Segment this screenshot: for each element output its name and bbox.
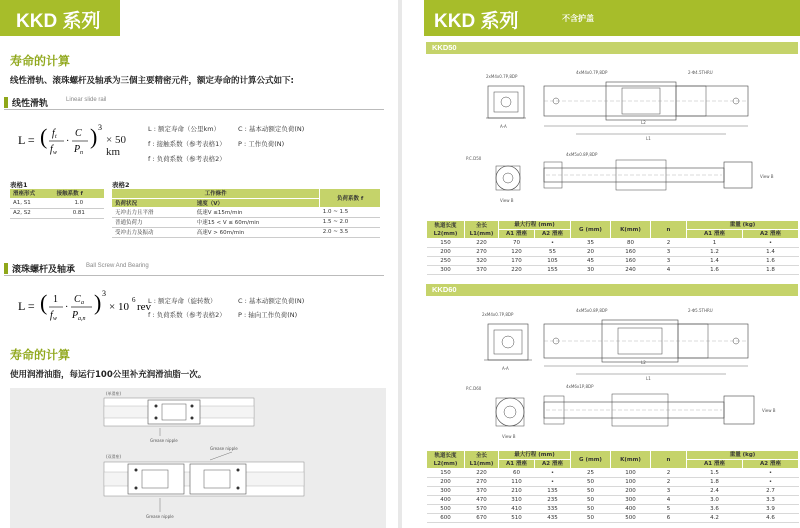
screw-formula-exp: 3 [102, 289, 106, 298]
spec-cell: 35 [571, 239, 611, 248]
right-header-title: KKD 系列 [434, 11, 519, 32]
lube-label-nipple1: Grease nipple [150, 438, 178, 443]
spec-cell: 3 [651, 257, 687, 266]
rail-formula-lhs: L = [18, 133, 35, 147]
spec-cell: 50 [571, 496, 611, 505]
spec-cell: 2.7 [743, 487, 799, 496]
table2-cell: 高速V > 60m/min [194, 227, 320, 237]
rail-formula-pn-sub: n [80, 150, 83, 156]
spec-cell: 4.6 [743, 514, 799, 523]
spec-cell: 670 [465, 514, 499, 523]
spec-cell: • [743, 239, 799, 248]
spec-cell: 270 [465, 248, 499, 257]
spec-cell: 210 [499, 487, 535, 496]
screw-formula-dot: · [65, 302, 69, 313]
kkd60-label-m4: 2xM4x0.7P,8DP [482, 312, 514, 317]
rail-formula-tail: × 50 km [106, 134, 126, 158]
spec-cell: 70 [499, 239, 535, 248]
kkd50-label-l2: L2 [641, 120, 646, 125]
rail-formula-ft-sub: t [55, 134, 57, 140]
kkd60-label-viewb2: View B [762, 408, 776, 413]
spec-header: A2 滑座 [743, 230, 799, 239]
spec-cell: 50 [571, 487, 611, 496]
table-row [427, 496, 799, 505]
rail-def-4: P : 工作负荷(N) [238, 140, 285, 148]
spec-header: A1 滑座 [687, 230, 743, 239]
model-bar-kkd60 [426, 284, 798, 296]
spec-header: A2 滑座 [535, 460, 571, 469]
screw-section-zh: 滚珠螺杆及轴承 [12, 265, 76, 275]
table1-cell: A2, S2 [10, 208, 54, 218]
spec-header: 全长 L1(mm) [465, 451, 499, 469]
spec-header: K(mm) [611, 451, 651, 469]
rail-formula-paren-r: ) [90, 124, 98, 149]
rail-formula-fw: f [50, 144, 53, 155]
spec-cell: 470 [465, 496, 499, 505]
model-name-kkd50: KKD50 [432, 43, 457, 52]
rail-section-en: Linear slide rail [66, 97, 107, 103]
rail-formula-ft: f [52, 128, 55, 139]
spec-cell: 310 [499, 496, 535, 505]
kkd60-label-l2: L2 [641, 360, 646, 365]
screw-formula-paren-r: ) [94, 290, 102, 315]
spec-cell: 435 [535, 514, 571, 523]
screw-formula-fw: f [50, 310, 53, 321]
left-header-title: KKD 系列 [16, 11, 101, 32]
lube-label-nipple2: Grease nipple [210, 446, 238, 451]
spec-cell: 220 [465, 239, 499, 248]
kkd50-spec-body [427, 239, 799, 275]
table-row [112, 227, 380, 237]
spec-cell: 30 [571, 266, 611, 275]
rail-def-2: C : 基本动额定负荷(N) [238, 125, 305, 133]
spec-cell: 4.2 [687, 514, 743, 523]
table-row [427, 505, 799, 514]
kkd50-label-m4: 2xM4x0.7P,8DP [486, 74, 518, 79]
screw-def-3: f : 负荷系数（参考表格2） [148, 311, 226, 319]
screw-formula-paren-l: ( [40, 290, 48, 315]
kkd60-label-m5: 4xM5x0.8P,8DP [576, 308, 608, 313]
rail-def-5: f : 负荷系数（参考表格2） [148, 155, 226, 163]
spec-cell: 370 [465, 266, 499, 275]
table2-cell: 1.5 ~ 2.0 [320, 217, 380, 227]
kkd50-label-pcd: P.C.D50 [466, 156, 482, 161]
spec-cell: 500 [611, 514, 651, 523]
rail-section-head [4, 96, 384, 110]
screw-section-en: Ball Screw And Bearing [86, 263, 149, 269]
spec-cell: 160 [611, 257, 651, 266]
screw-formula-tailexp: 6 [132, 296, 136, 304]
table1-cell: A1, S1 [10, 198, 54, 208]
table2-header: 负荷状况 [112, 198, 194, 207]
table2-cell: 1.0 ~ 1.5 [320, 207, 380, 217]
spec-cell: 3.0 [687, 496, 743, 505]
table1-cell: 1.0 [54, 198, 104, 208]
rail-formula-exp: 3 [98, 123, 102, 132]
kkd50-spec-table [426, 220, 799, 275]
spec-cell: 510 [499, 514, 535, 523]
table-row [427, 514, 799, 523]
spec-cell: 240 [611, 266, 651, 275]
kkd60-spec-table [426, 450, 799, 523]
kkd50-label-thru: 2-Φ4.5THRU [688, 70, 713, 75]
spec-cell: 600 [427, 514, 465, 523]
kkd50-label-viewb: View B [500, 198, 514, 203]
spec-cell: 1.4 [687, 257, 743, 266]
spec-header: 重量 (kg) [687, 451, 799, 460]
rail-formula-dot: · [66, 136, 70, 147]
spec-cell: 270 [465, 478, 499, 487]
spec-cell: 4 [651, 266, 687, 275]
spec-cell: 320 [465, 257, 499, 266]
spec-cell: 410 [499, 505, 535, 514]
spec-header: n [651, 221, 687, 239]
spec-cell: 235 [535, 496, 571, 505]
spec-cell: 1.8 [687, 478, 743, 487]
spec-cell: 60 [499, 469, 535, 478]
table2-cell: 普通负荷力 [112, 217, 194, 227]
screw-formula-pa: P [72, 310, 79, 321]
rail-section-zh: 线性滑轨 [12, 99, 49, 109]
lube-diagram [10, 388, 386, 528]
screw-formula-svg [18, 286, 158, 326]
spec-cell: 150 [427, 469, 465, 478]
spec-cell: 6 [651, 514, 687, 523]
spec-header: n [651, 451, 687, 469]
spec-cell: 370 [465, 487, 499, 496]
screw-formula-tail: × 10 [109, 301, 129, 313]
screw-section-head [4, 262, 384, 276]
lube-diagram-box [10, 388, 386, 528]
table-row [427, 266, 799, 275]
rail-formula-c: C [75, 128, 82, 139]
spec-cell: 20 [571, 248, 611, 257]
table1-header: 接触系数 f [54, 189, 104, 198]
table2-header: 负荷系数 f [320, 189, 380, 207]
section-marker [4, 97, 8, 108]
kkd60-label-thru: 2-Φ5.5THRU [688, 308, 713, 313]
table2-cell: 中速15 < V ≤ 60m/min [194, 217, 320, 227]
spec-cell: 220 [465, 469, 499, 478]
spec-cell: 1.6 [687, 266, 743, 275]
spec-cell: 1.4 [743, 248, 799, 257]
table-row [112, 217, 380, 227]
table-row [112, 207, 380, 217]
kkd60-label-m6: 4xM6x1P,8DP [566, 384, 594, 389]
spec-header: G (mm) [571, 221, 611, 239]
spec-cell: 2.4 [687, 487, 743, 496]
spec-cell: 300 [427, 266, 465, 275]
spec-cell: 135 [535, 487, 571, 496]
table2-cell: 受冲击力及振动 [112, 227, 194, 237]
spec-cell: 335 [535, 505, 571, 514]
spec-cell: 200 [427, 478, 465, 487]
table2-caption: 表格2 [112, 181, 130, 189]
spec-cell: 4 [651, 496, 687, 505]
spec-cell: 50 [571, 505, 611, 514]
table-row [10, 198, 104, 208]
spec-cell: 3 [651, 248, 687, 257]
screw-formula-unit: rev [137, 301, 152, 313]
kkd50-drawing [426, 56, 798, 216]
right-header-sub: 不含护盖 [562, 14, 594, 23]
rail-formula-pn: P [74, 144, 81, 155]
spec-cell: 2 [651, 469, 687, 478]
table2 [112, 189, 380, 238]
screw-formula-ca-sub: a [81, 300, 84, 306]
kkd60-label-viewb: View B [502, 434, 516, 439]
spec-cell: 3.9 [743, 505, 799, 514]
spec-cell: 25 [571, 469, 611, 478]
section-marker [4, 263, 8, 274]
kkd60-label-aa: A-A [502, 366, 509, 371]
spec-cell: 50 [571, 478, 611, 487]
rail-formula-fw-sub: w [53, 150, 58, 156]
lube-label-nipple3: Grease nipple [146, 514, 174, 519]
table2-header: 速度（V） [194, 198, 320, 207]
spec-header: 重量 (kg) [687, 221, 799, 230]
spec-header: A2 滑座 [535, 230, 571, 239]
spec-cell: 3.6 [687, 505, 743, 514]
table2-group-header: 工作條件 [112, 189, 320, 198]
table-row [427, 478, 799, 487]
table1-cell: 0.81 [54, 208, 104, 218]
left-page [0, 0, 398, 528]
screw-def-2: C : 基本动额定负荷(N) [238, 297, 305, 305]
spec-cell: 400 [427, 496, 465, 505]
life-calc-title: 寿命的计算 [10, 54, 71, 68]
spec-cell: • [535, 478, 571, 487]
model-name-kkd60: KKD60 [432, 285, 457, 294]
spec-header: 最大行程 (mm) [499, 451, 571, 460]
lube-intro: 使用润滑油脂，每运行100公里补充润滑油脂一次。 [10, 370, 207, 380]
table-row [427, 469, 799, 478]
spec-cell: 300 [427, 487, 465, 496]
spec-header: A1 滑座 [687, 460, 743, 469]
spec-cell: 1.5 [687, 469, 743, 478]
kkd50-label-viewb2: View B [760, 174, 774, 179]
screw-formula-fw-sub: w [53, 316, 58, 322]
spec-cell: 45 [571, 257, 611, 266]
table2-cell: 无冲击力且平滑 [112, 207, 194, 217]
rail-formula [18, 120, 128, 164]
spec-cell: 250 [427, 257, 465, 266]
spec-cell: 2 [651, 478, 687, 487]
spec-cell: 50 [571, 514, 611, 523]
screw-def-4: P : 轴向工作负荷(N) [238, 311, 298, 319]
table2-cell: 低速V ≤15m/min [194, 207, 320, 217]
kkd50-label-m5: 4xM5x0.8P,8DP [566, 152, 598, 157]
spec-cell: 100 [611, 478, 651, 487]
spec-cell: 2 [651, 239, 687, 248]
table2-cell: 2.0 ~ 3.5 [320, 227, 380, 237]
spec-header: 轨道长度 L2(mm) [427, 221, 465, 239]
table1 [10, 189, 104, 219]
screw-formula-lhs: L = [18, 299, 35, 313]
spec-header: G (mm) [571, 451, 611, 469]
spec-cell: 300 [611, 496, 651, 505]
spec-cell: 55 [535, 248, 571, 257]
table1-caption: 表格1 [10, 181, 28, 189]
kkd50-label-aa: A-A [500, 124, 507, 129]
spec-cell: • [743, 478, 799, 487]
spec-cell: 5 [651, 505, 687, 514]
spec-cell: 220 [499, 266, 535, 275]
lube-label-double: (双滑座) [106, 454, 122, 459]
spec-header: A1 滑座 [499, 230, 535, 239]
kkd50-label-m4b: 4xM4x0.7P,8DP [576, 70, 608, 75]
spec-header: 最大行程 (mm) [499, 221, 571, 230]
lube-label-single: (单滑座) [106, 391, 122, 396]
screw-def-1: L : 额定寿命（旋转数） [148, 297, 217, 305]
spec-cell: 110 [499, 478, 535, 487]
spec-cell: 160 [611, 248, 651, 257]
spec-cell: • [535, 239, 571, 248]
table-row [427, 239, 799, 248]
kkd50-label-l1: L1 [646, 136, 651, 141]
right-page [402, 0, 800, 528]
kkd60-drawing [426, 298, 798, 448]
spec-cell: 170 [499, 257, 535, 266]
spec-cell: 105 [535, 257, 571, 266]
spec-cell: 3 [651, 487, 687, 496]
life-calc-intro: 线性滑轨、滚珠螺杆及轴承为三個主要精密元件，额定寿命的计算公式如下: [10, 76, 294, 86]
spec-header: A1 滑座 [499, 460, 535, 469]
table-row [427, 257, 799, 266]
screw-formula-pa-sub: a,n [78, 316, 86, 322]
spec-header: 轨道长度 L2(mm) [427, 451, 465, 469]
spec-cell: 3.3 [743, 496, 799, 505]
table1-header: 滑座形式 [10, 189, 54, 198]
spec-cell: 150 [427, 239, 465, 248]
spec-cell: 80 [611, 239, 651, 248]
lube-title: 寿命的计算 [10, 348, 71, 362]
spec-cell: 1.2 [687, 248, 743, 257]
spec-cell: 1.8 [743, 266, 799, 275]
spec-cell: • [535, 469, 571, 478]
rail-formula-paren-l: ( [40, 124, 48, 149]
spec-cell: 400 [611, 505, 651, 514]
screw-formula-one: 1 [53, 294, 58, 305]
spec-cell: 1.6 [743, 257, 799, 266]
spec-header: 全长 L1(mm) [465, 221, 499, 239]
spec-cell: 100 [611, 469, 651, 478]
spec-cell: 500 [427, 505, 465, 514]
model-bar-kkd50 [426, 42, 798, 54]
spec-header: K(mm) [611, 221, 651, 239]
rail-def-3: f : 接触系数（参考表格1） [148, 140, 226, 148]
spec-cell: • [743, 469, 799, 478]
kkd60-spec-body [427, 469, 799, 523]
spec-cell: 200 [611, 487, 651, 496]
table-row [10, 208, 104, 218]
spec-cell: 1 [687, 239, 743, 248]
screw-formula-ca: C [74, 294, 81, 305]
spec-cell: 200 [427, 248, 465, 257]
spec-cell: 120 [499, 248, 535, 257]
kkd60-label-l1: L1 [646, 376, 651, 381]
rail-def-1: L : 额定寿命（公里km） [148, 125, 221, 133]
screw-formula [18, 286, 158, 330]
table-row [427, 248, 799, 257]
spec-cell: 570 [465, 505, 499, 514]
spec-header: A2 滑座 [743, 460, 799, 469]
kkd60-label-pcd: P.C.D60 [466, 386, 482, 391]
spec-cell: 155 [535, 266, 571, 275]
table-row [427, 487, 799, 496]
